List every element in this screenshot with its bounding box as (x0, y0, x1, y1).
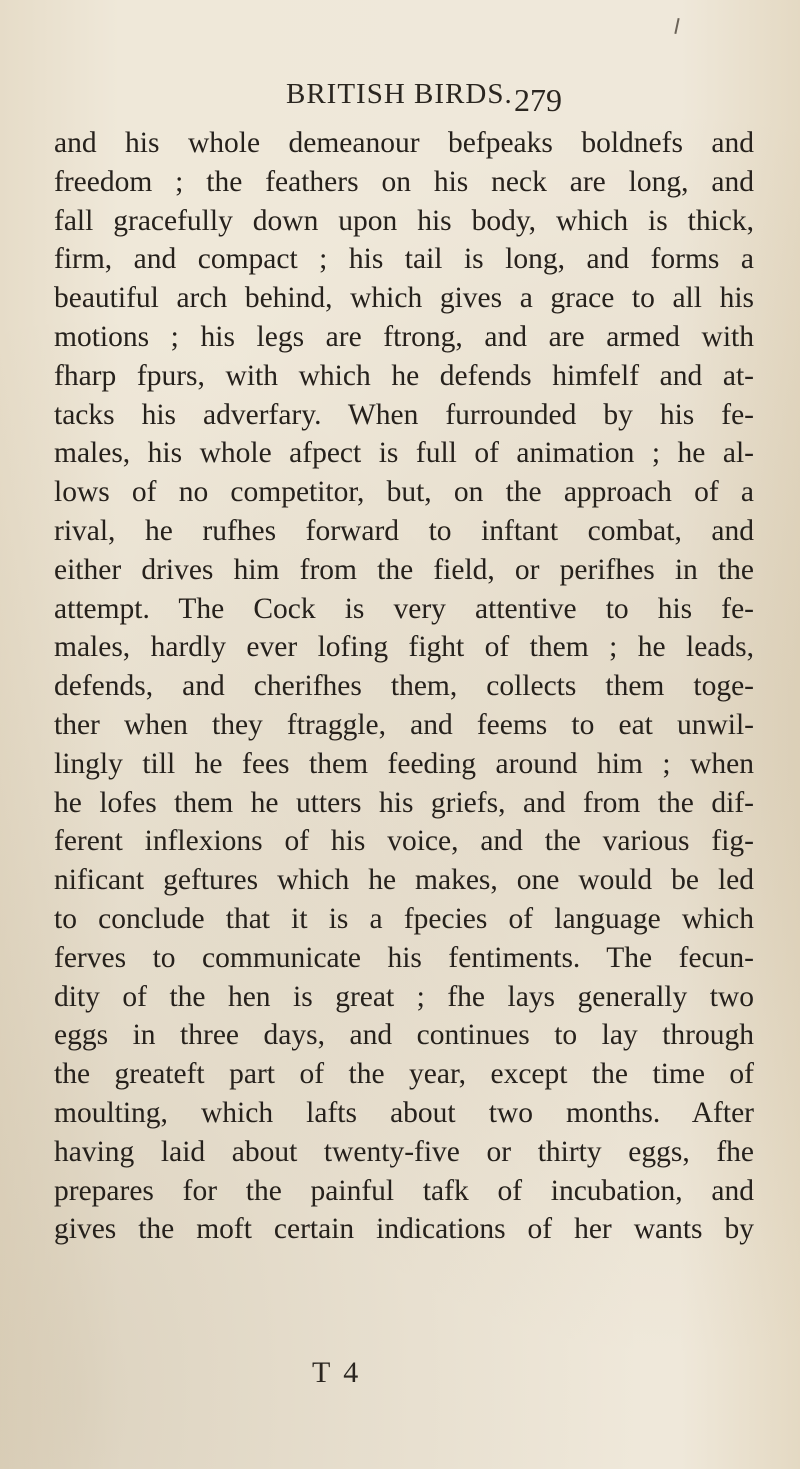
text-line: fharp fpurs, with which he defends himfelf and at- (54, 359, 754, 392)
text-line: ferves to communicate his fentiments. The fecun- (54, 941, 754, 974)
text-line: firm, and compact ; his tail is long, and forms a (54, 243, 754, 276)
running-title: BRITISH BIRDS. (286, 78, 513, 110)
text-line: tacks his adverfary. When furrounded by his fe- (54, 398, 754, 431)
text-line: rival, he rufhes forward to inftant combat, and (54, 514, 754, 547)
ink-mark (674, 18, 679, 34)
text-line: males, his whole afpect is full of animation ; he al- (54, 437, 754, 470)
text-line: defends, and cherifhes them, collects them toge- (54, 670, 754, 703)
text-line: attempt. The Cock is very attentive to his fe- (54, 592, 754, 625)
running-head (54, 72, 554, 112)
text-line: moulting, which lafts about two months. After (54, 1096, 754, 1129)
body-text (54, 124, 754, 1249)
text-line: to conclude that it is a fpecies of language which (54, 902, 754, 935)
text-line: ther when they ftraggle, and feems to eat unwil- (54, 708, 754, 741)
text-line: ferent inflexions of his voice, and the various fig- (54, 825, 754, 858)
text-line: the greateft part of the year, except the time of (54, 1058, 754, 1091)
text-line: dity of the hen is great ; fhe lays generally two (54, 980, 754, 1013)
text-line: having laid about twenty-five or thirty eggs, fhe (54, 1135, 754, 1168)
text-line: nificant geftures which he makes, one would be led (54, 864, 754, 897)
signature-mark: T 4 (312, 1356, 362, 1389)
text-line: motions ; his legs are ftrong, and are armed with (54, 320, 754, 353)
text-line: males, hardly ever lofing fight of them ; he leads, (54, 631, 754, 664)
text-line: prepares for the painful tafk of incubation, and (54, 1174, 754, 1207)
text-line: lows of no competitor, but, on the approach of a (54, 476, 754, 509)
text-line: and his whole demeanour befpeaks boldnefs and (54, 127, 754, 159)
text-line: he lofes them he utters his griefs, and from the dif- (54, 786, 754, 819)
text-line: beautiful arch behind, which gives a grace to all his (54, 282, 754, 315)
text-line: either drives him from the field, or perifhes in the (54, 553, 754, 586)
text-line: eggs in three days, and continues to lay through (54, 1019, 754, 1052)
text-line: freedom ; the feathers on his neck are long, and (54, 165, 754, 198)
page-number: 279 (514, 82, 562, 118)
text-line: fall gracefully down upon his body, which is thick, (54, 204, 754, 237)
text-line: gives the moft certain indications of her wants by (54, 1213, 754, 1246)
text-line: lingly till he fees them feeding around him ; when (54, 747, 754, 780)
